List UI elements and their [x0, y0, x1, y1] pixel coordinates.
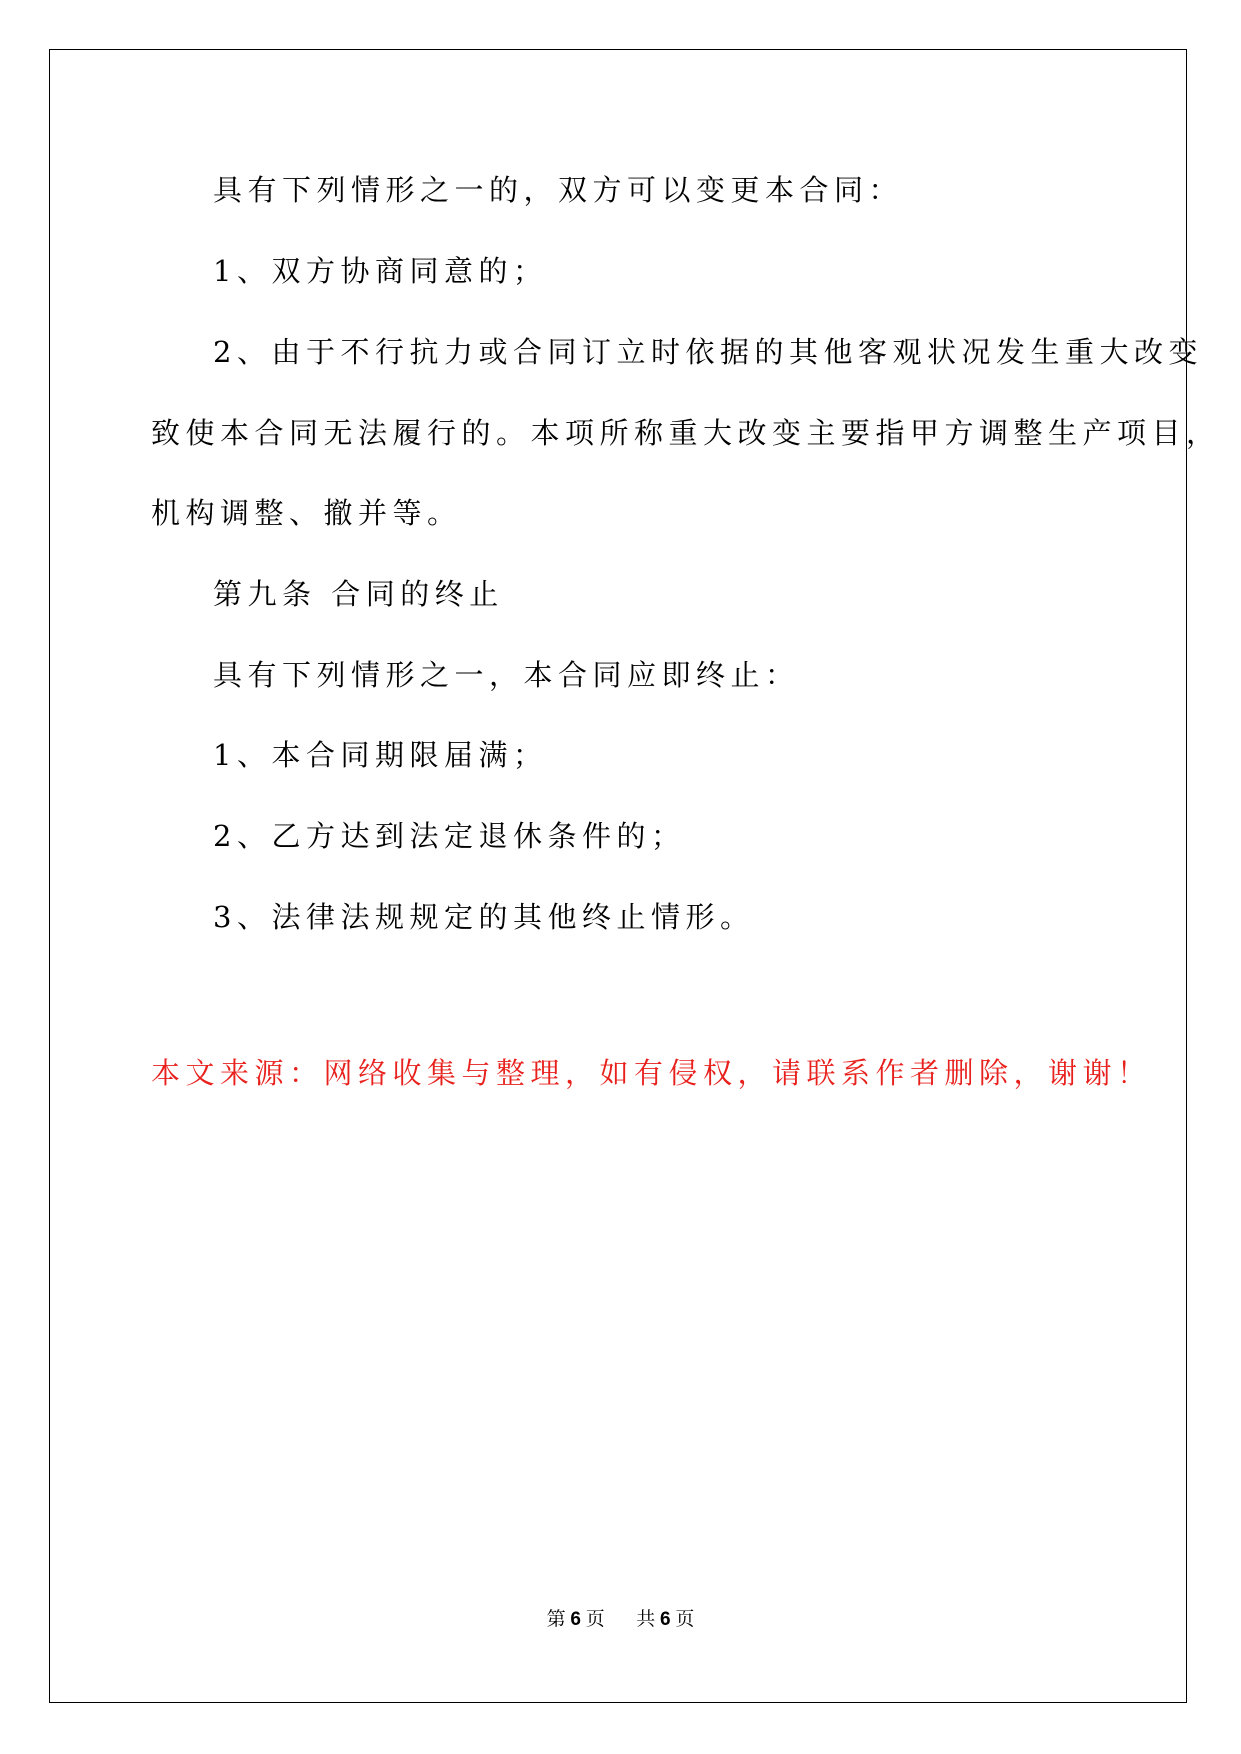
source-disclaimer: 本文来源：网络收集与整理，如有侵权，请联系作者删除，谢谢！ — [151, 1056, 1152, 1090]
paragraph-change-conditions: 具有下列情形之一的，双方可以变更本合同： — [213, 173, 904, 207]
list-item-mutual-agreement: 1、双方协商同意的； — [213, 254, 548, 288]
list-item-other-legal: 3、法律法规规定的其他终止情形。 — [213, 900, 755, 934]
footer-total-unit: 页 — [675, 1609, 695, 1630]
list-item-force-majeure: 2、由于不行抗力或合同订立时依据的其他客观状况发生重大改变 — [213, 335, 1203, 369]
footer-page-unit: 页 — [585, 1609, 605, 1630]
list-item-force-majeure-cont: 致使本合同无法履行的。本项所称重大改变主要指甲方调整生产项目， — [151, 416, 1221, 450]
footer-total-number: 6 — [660, 1609, 671, 1630]
list-item-term-expired: 1、本合同期限届满； — [213, 738, 548, 772]
list-item-force-majeure-end: 机构调整、撤并等。 — [151, 496, 462, 530]
article-heading-termination: 第九条 合同的终止 — [213, 577, 504, 611]
page-footer — [0, 1608, 1241, 1632]
list-item-retirement: 2、乙方达到法定退休条件的； — [213, 819, 686, 853]
footer-page-prefix: 第 — [546, 1609, 566, 1630]
page-border — [49, 49, 1187, 1703]
footer-page-number: 6 — [570, 1609, 581, 1630]
footer-total-prefix: 共 — [636, 1609, 656, 1630]
paragraph-termination-conditions: 具有下列情形之一，本合同应即终止： — [213, 658, 800, 692]
